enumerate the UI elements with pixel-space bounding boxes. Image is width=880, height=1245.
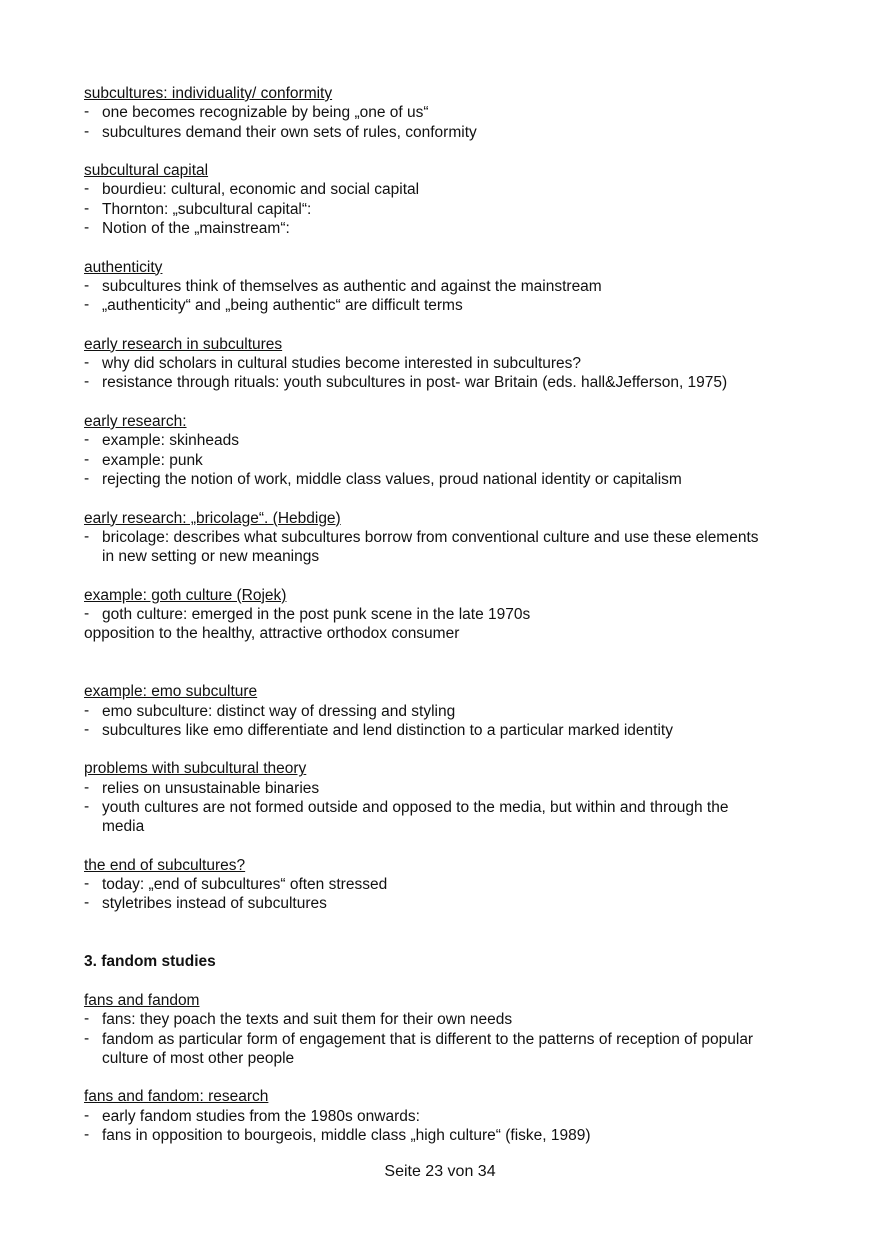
- bullet-continuation: media: [102, 818, 145, 836]
- bullet-item: - subcultures demand their own sets of rules, conformity: [84, 122, 477, 141]
- section-heading: early research:: [84, 413, 187, 431]
- section-heading: early research: „bricolage“. (Hebdige): [84, 509, 341, 527]
- bullet-item: - goth culture: emerged in the post punk scene in the late 1970s: [84, 605, 531, 624]
- section-heading: fans and fandom: [84, 991, 200, 1009]
- bullet-continuation: culture of most other people: [102, 1049, 295, 1067]
- section-heading: the end of subcultures?: [84, 856, 246, 874]
- bullet-item: - fans: they poach the texts and suit them for their own needs: [84, 1010, 513, 1029]
- bullet-item: - Notion of the „mainstream“:: [84, 219, 290, 238]
- bullet-item: - emo subculture: distinct way of dressing and styling: [84, 701, 456, 720]
- bullet-item: - today: „end of subcultures“ often stressed: [84, 875, 388, 894]
- bullet-item: - bourdieu: cultural, economic and social capital: [84, 180, 420, 199]
- bullet-item: - bricolage: describes what subcultures borrow from conventional culture and use these elements: [84, 527, 759, 546]
- bullet-item: - early fandom studies from the 1980s onwards:: [84, 1106, 420, 1125]
- bullet-item: - fandom as particular form of engagement that is different to the patterns of reception of popular: [84, 1029, 754, 1048]
- bullet-item: - fans in opposition to bourgeois, middle class „high culture“ (fiske, 1989): [84, 1126, 591, 1145]
- bullet-item: - youth cultures are not formed outside and opposed to the media, but within and through the: [84, 797, 729, 816]
- bullet-item: - resistance through rituals: youth subcultures in post- war Britain (eds. hall&Jefferson, 1975): [84, 373, 728, 392]
- section-heading: early research in subcultures: [84, 335, 283, 353]
- document-page: [84, 84, 804, 1145]
- bullet-item: - example: punk: [84, 450, 203, 469]
- bullet-item: - Thornton: „subcultural capital“:: [84, 199, 312, 218]
- section-heading: example: emo subculture: [84, 683, 258, 701]
- section-heading: example: goth culture (Rojek): [84, 586, 287, 604]
- section-heading: fans and fandom: research: [84, 1088, 269, 1106]
- section-heading: problems with subcultural theory: [84, 760, 307, 778]
- section-heading: subcultural capital: [84, 162, 209, 180]
- bullet-item: - one becomes recognizable by being „one of us“: [84, 103, 429, 122]
- section-heading: subcultures: individuality/ conformity: [84, 85, 333, 102]
- bullet-item: - why did scholars in cultural studies become interested in subcultures?: [84, 354, 582, 373]
- chapter-title: 3. fandom studies: [84, 953, 216, 971]
- bullet-item: - relies on unsustainable binaries: [84, 778, 320, 797]
- bullet-continuation: in new setting or new meanings: [102, 548, 320, 566]
- bullet-item: - styletribes instead of subcultures: [84, 894, 327, 913]
- body-text: opposition to the healthy, attractive orthodox consumer: [84, 625, 460, 643]
- section-heading: authenticity: [84, 258, 163, 276]
- bullet-item: - rejecting the notion of work, middle class values, proud national identity or capitalism: [84, 469, 682, 488]
- bullet-item: - subcultures think of themselves as authentic and against the mainstream: [84, 276, 602, 295]
- page-number-footer: Seite 23 von 34: [384, 1163, 496, 1180]
- bullet-item: - „authenticity“ and „being authentic“ are difficult terms: [84, 296, 463, 315]
- bullet-item: - example: skinheads: [84, 431, 239, 450]
- bullet-item: - subcultures like emo differentiate and lend distinction to a particular marked identity: [84, 720, 673, 739]
